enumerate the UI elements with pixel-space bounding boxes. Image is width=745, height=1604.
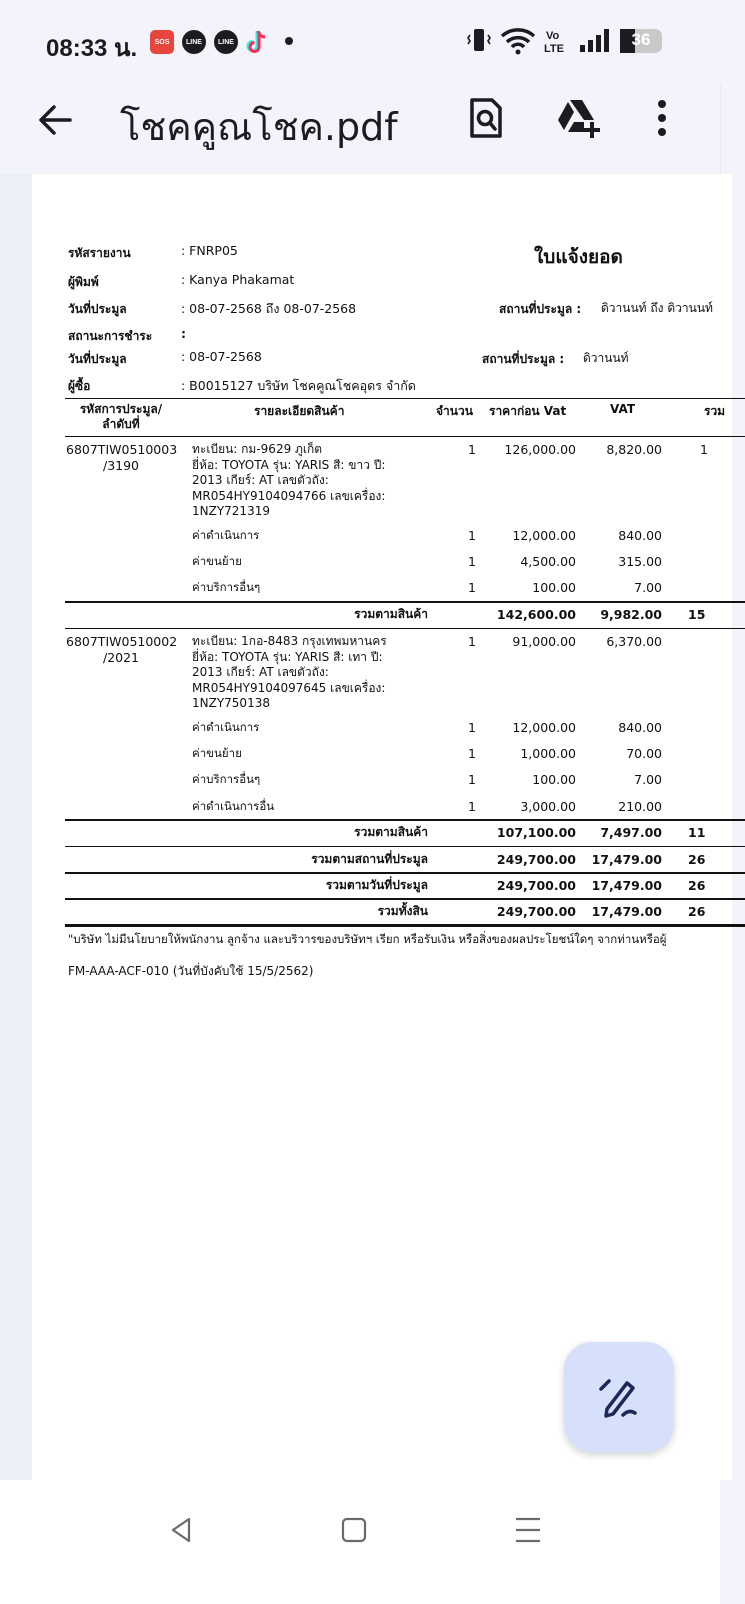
header-value: :: [181, 326, 186, 341]
volte-icon: [544, 27, 570, 55]
fee-qty: 1: [468, 799, 476, 814]
vehicle-qty: 1: [468, 634, 476, 649]
fee-vat: 315.00: [618, 554, 662, 569]
svg-text:LTE: LTE: [544, 43, 564, 55]
fee-price: 12,000.00: [512, 720, 576, 735]
more-notifications-dot: [285, 37, 293, 45]
subtotal-vat: 7,497.00: [600, 825, 662, 840]
fee-name: ค่าบริการอื่นๆ: [192, 580, 261, 594]
fee-qty: 1: [468, 580, 476, 595]
subtotal-price: 107,100.00: [496, 825, 576, 840]
line-notification-icon: LINE: [214, 30, 238, 54]
nav-back-icon: [167, 1515, 197, 1545]
vehicle-qty: 1: [468, 442, 476, 457]
fee-vat: 7.00: [634, 772, 662, 787]
subtotal-label: รวมตามสินค้า: [354, 825, 428, 839]
place-value: ดิวานนท์ ถึง ดิวานนท์: [601, 301, 713, 315]
edit-pen-icon: [597, 1375, 641, 1419]
fee-name: ค่าขนย้าย: [192, 554, 242, 568]
vehicle-vat: 6,370.00: [606, 634, 662, 649]
vehicle-total: 1: [700, 442, 708, 457]
table-rule: [65, 924, 745, 927]
fee-price: 3,000.00: [520, 799, 576, 814]
pdf-viewer[interactable]: [0, 174, 726, 1480]
nav-home-button[interactable]: [330, 1506, 378, 1554]
battery-icon: [620, 29, 662, 53]
back-button[interactable]: [34, 98, 78, 142]
svg-text:Vo: Vo: [546, 30, 560, 42]
auction-code: 6807TIW0510002 /2021: [66, 634, 178, 665]
fee-vat: 840.00: [618, 720, 662, 735]
total-total: 26: [688, 852, 706, 867]
table-rule: [65, 436, 745, 437]
table-rule: [65, 872, 745, 874]
column-description: รายละเอียดสินค้า: [254, 404, 345, 418]
table-rule: [65, 628, 745, 629]
back-arrow-icon: [34, 98, 78, 142]
fee-qty: 1: [468, 554, 476, 569]
battery-level: 36: [631, 30, 651, 49]
place-value: ดิวานนท์: [583, 351, 629, 365]
header-label: วันที่ประมูล: [68, 302, 127, 316]
column-price-before-vat: ราคาก่อน Vat: [489, 404, 567, 418]
vibrate-icon: [466, 27, 492, 55]
fee-name: ค่าขนย้าย: [192, 746, 242, 760]
nav-back-button[interactable]: [158, 1506, 206, 1554]
add-to-drive-icon: [554, 96, 602, 140]
header-label: รหัสรายงาน: [68, 246, 131, 260]
subtotal-total: 11: [688, 825, 706, 840]
header-label: วันที่ประมูล: [68, 352, 127, 366]
header-value: : Kanya Phakamat: [181, 272, 295, 287]
fee-qty: 1: [468, 528, 476, 543]
total-total: 26: [688, 878, 706, 893]
header-value: : B0015127 บริษัท โชคคูณโชคอุดร จำกัด: [181, 378, 416, 393]
auction-code: 6807TIW0510003 /3190: [66, 442, 178, 473]
place-label: สถานที่ประมูล :: [499, 302, 582, 316]
total-vat: 17,479.00: [591, 852, 662, 867]
fee-price: 100.00: [532, 580, 576, 595]
status-time: 08:33 น.: [46, 35, 138, 62]
vehicle-price: 91,000.00: [512, 634, 576, 649]
subtotal-label: รวมตามสินค้า: [354, 607, 428, 621]
grand-total-vat: 17,479.00: [591, 904, 662, 919]
status-bar: [0, 0, 720, 82]
more-options-button[interactable]: [638, 94, 686, 142]
fee-vat: 7.00: [634, 580, 662, 595]
total-price: 249,700.00: [496, 878, 576, 893]
signal-icon: [578, 28, 612, 54]
table-rule: [65, 398, 745, 399]
header-value: : 08-07-2568: [181, 349, 262, 364]
document-title: โชคคูณโชค.pdf: [120, 105, 398, 149]
fee-price: 100.00: [532, 772, 576, 787]
fee-qty: 1: [468, 746, 476, 761]
table-rule: [65, 898, 745, 900]
fee-vat: 210.00: [618, 799, 662, 814]
tiktok-notification-icon: [246, 29, 268, 55]
vehicle-vat: 8,820.00: [606, 442, 662, 457]
header-value: : FNRP05: [181, 243, 238, 258]
header-label: สถานะการชำระ: [68, 329, 153, 343]
nav-recents-icon: [513, 1515, 543, 1545]
line-notification-icon: LINE: [182, 30, 206, 54]
pdf-page: [32, 174, 732, 1480]
fee-name: ค่าดำเนินการ: [192, 528, 260, 542]
more-vert-icon: [652, 96, 672, 140]
column-auction-code: รหัสการประมูล/ ลำดับที่: [79, 402, 163, 431]
table-rule: [65, 846, 745, 847]
disclaimer: "บริษัท ไม่มีนโยบายให้พนักงาน ลูกจ้าง และบริวารของบริษัทฯ เรียก หรือรับเงิน หรือสิ่งของผลประโยชน์ใดๆ จากท่านหรือผู้: [68, 932, 667, 946]
header-label: ผู้ซื้อ: [68, 379, 91, 393]
total-label: รวมตามสถานที่ประมูล: [311, 852, 428, 866]
annotate-fab-button[interactable]: [564, 1342, 674, 1452]
subtotal-vat: 9,982.00: [600, 607, 662, 622]
column-vat: VAT: [610, 402, 636, 416]
subtotal-price: 142,600.00: [496, 607, 576, 622]
column-total: รวม: [704, 404, 726, 418]
column-qty: จำนวน: [436, 404, 473, 418]
app-bar: [0, 82, 720, 174]
fee-price: 1,000.00: [520, 746, 576, 761]
total-price: 249,700.00: [496, 852, 576, 867]
fee-name: ค่าบริการอื่นๆ: [192, 772, 261, 786]
sos-notification-icon: SOS: [150, 30, 174, 54]
header-label: ผู้พิมพ์: [68, 275, 99, 289]
wifi-icon: [500, 26, 538, 56]
fee-price: 12,000.00: [512, 528, 576, 543]
place-label: สถานที่ประมูล :: [482, 352, 565, 366]
nav-recents-button[interactable]: [504, 1506, 552, 1554]
search-document-icon: [466, 96, 506, 140]
subtotal-rule: [65, 819, 745, 821]
add-to-drive-button[interactable]: [554, 94, 602, 142]
grand-total-price: 249,700.00: [496, 904, 576, 919]
fee-qty: 1: [468, 720, 476, 735]
fee-vat: 70.00: [626, 746, 662, 761]
fee-name: ค่าดำเนินการ: [192, 720, 260, 734]
header-value: : 08-07-2568 ถึง 08-07-2568: [181, 301, 357, 316]
report-title: ใบแจ้งยอด: [534, 246, 623, 268]
total-vat: 17,479.00: [591, 878, 662, 893]
grand-total-label: รวมทั้งสิน: [377, 904, 428, 918]
vehicle-description: ทะเบียน: กม-9629 ภูเก็ต ยี่ห้อ: TOYOTA รุ่น: YARIS สี: ขาว ปี: 2013 เกียร์: AT เลขตัวถัง: MR054HY9104094766 เลขเครื่อง: 1NZY721319: [192, 442, 386, 518]
fee-qty: 1: [468, 772, 476, 787]
total-label: รวมตามวันที่ประมูล: [325, 878, 428, 892]
fee-vat: 840.00: [618, 528, 662, 543]
subtotal-total: 15: [688, 607, 706, 622]
fee-name: ค่าดำเนินการอื่น: [192, 799, 275, 813]
navigation-bar: [0, 1480, 720, 1604]
form-code: FM-AAA-ACF-010 (วันที่บังคับใช้ 15/5/2562): [68, 964, 314, 978]
nav-home-icon: [339, 1515, 369, 1545]
grand-total-total: 26: [688, 904, 706, 919]
vehicle-price: 126,000.00: [504, 442, 576, 457]
subtotal-rule: [65, 601, 745, 603]
fee-price: 4,500.00: [520, 554, 576, 569]
vehicle-description: ทะเบียน: 1กอ-8483 กรุงเทพมหานคร ยี่ห้อ: TOYOTA รุ่น: YARIS สี: เทา ปี: 2013 เกียร์: AT เลขตัวถัง: MR054HY9104097645 เลขเครื่อง: 1NZY750138: [192, 634, 387, 710]
search-document-button[interactable]: [462, 94, 510, 142]
